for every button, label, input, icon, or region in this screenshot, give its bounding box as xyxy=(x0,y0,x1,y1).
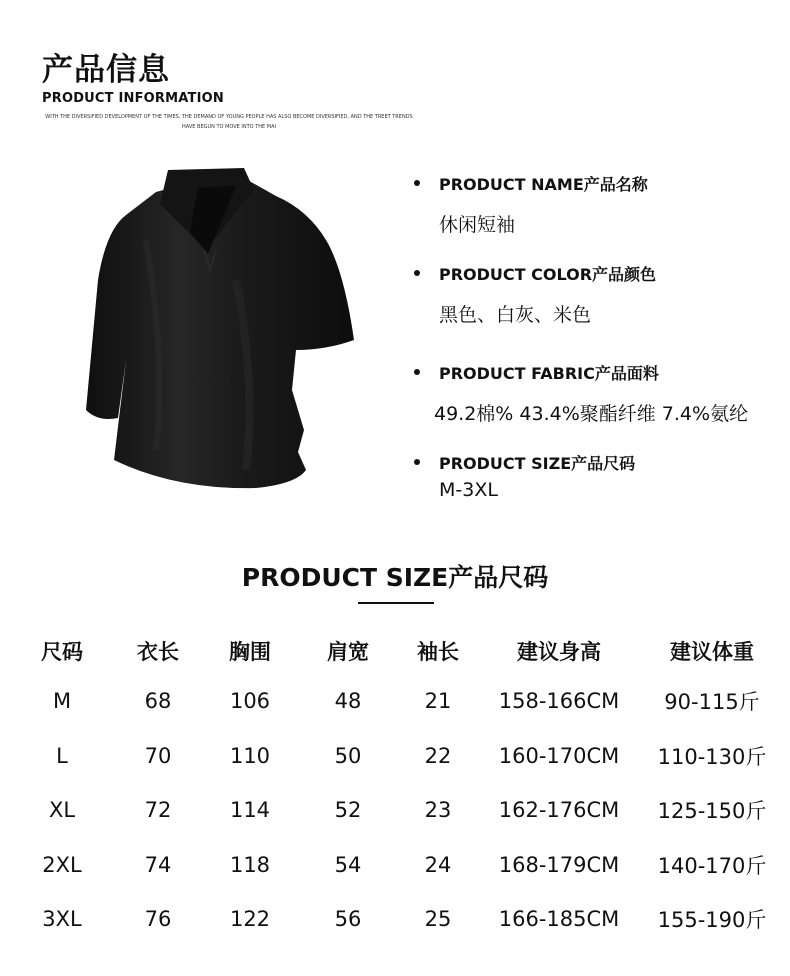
table-row xyxy=(14,783,780,838)
bullet-icon xyxy=(414,270,420,276)
spec-label: PRODUCT SIZE产品尺码 xyxy=(439,454,636,473)
table-cell: 21 xyxy=(424,689,452,714)
table-cell: 54 xyxy=(334,852,362,877)
header-cell: 肩宽 xyxy=(327,640,369,664)
header-cell: 尺码 xyxy=(41,640,83,664)
table-cell: 52 xyxy=(334,798,362,823)
header-cell: 胸围 xyxy=(229,640,271,664)
table-cell: 122 xyxy=(229,907,271,932)
table-cell: 76 xyxy=(144,907,172,932)
page-title: 产品信息 xyxy=(42,52,170,88)
page-subtitle: PRODUCT INFORMATION xyxy=(42,91,224,106)
bullet-icon xyxy=(414,369,420,375)
title-underline xyxy=(358,602,434,604)
table-cell: 56 xyxy=(334,907,362,932)
table-cell: 110 xyxy=(229,743,271,768)
table-cell: 118 xyxy=(229,852,271,877)
spec-label: PRODUCT FABRIC产品面料 xyxy=(439,364,659,383)
table-header-row xyxy=(14,628,780,674)
table-cell: 22 xyxy=(424,743,452,768)
table-cell: 166-185CM xyxy=(498,907,620,932)
table-cell: 114 xyxy=(229,798,271,823)
table-cell: 23 xyxy=(424,798,452,823)
table-cell: XL xyxy=(48,798,76,823)
table-cell: 110-130斤 xyxy=(657,744,767,769)
table-cell: 48 xyxy=(334,689,362,714)
table-row xyxy=(14,674,780,729)
header-cell: 建议体重 xyxy=(670,640,754,664)
size-chart-title: PRODUCT SIZE产品尺码 xyxy=(241,563,549,592)
table-row xyxy=(14,892,780,947)
polo-shirt-black-icon xyxy=(86,160,366,500)
table-cell: 70 xyxy=(144,743,172,768)
table-cell: 158-166CM xyxy=(498,689,620,714)
table-row xyxy=(14,838,780,893)
table-cell: 125-150斤 xyxy=(657,799,767,824)
table-cell: 155-190斤 xyxy=(657,908,767,933)
table-cell: 74 xyxy=(144,852,172,877)
page-header xyxy=(42,50,413,130)
table-cell: 68 xyxy=(144,689,172,714)
table-cell: 25 xyxy=(424,907,452,932)
table-cell: 3XL xyxy=(42,907,82,932)
spec-value: 49.2棉% 43.4%聚酯纤维 7.4%氨纶 xyxy=(434,403,749,425)
spec-value: 休闲短袖 xyxy=(439,214,516,236)
spec-label: PRODUCT NAME产品名称 xyxy=(439,175,648,194)
table-cell: M xyxy=(52,689,72,714)
header-cell: 袖长 xyxy=(417,640,459,664)
table-cell: 140-170斤 xyxy=(657,853,767,878)
size-table xyxy=(14,628,780,947)
table-cell: 72 xyxy=(144,798,172,823)
table-cell: 168-179CM xyxy=(498,852,620,877)
spec-value: 黑色、白灰、米色 xyxy=(439,304,592,326)
table-cell: L xyxy=(56,743,68,768)
table-cell: 160-170CM xyxy=(498,743,620,768)
table-cell: 24 xyxy=(424,852,452,877)
page-tagline: WITH THE DIVERSIFIED DEVELOPMENT OF THE TIMES, THE DEMAND OF YOUNG PEOPLE HAS ALSO BECOME DIVERSIFIED, AND THE TREET TRENDS HAVE BEGUN TO MOVE INTO THE MAI xyxy=(45,114,413,130)
spec-label: PRODUCT COLOR产品颜色 xyxy=(439,265,657,284)
table-cell: 2XL xyxy=(42,852,82,877)
bullet-icon xyxy=(414,180,420,186)
table-cell: 162-176CM xyxy=(498,798,620,823)
header-cell: 建议身高 xyxy=(517,640,601,664)
table-cell: 106 xyxy=(229,689,271,714)
spec-value: M-3XL xyxy=(439,479,498,501)
header-cell: 衣长 xyxy=(137,640,179,664)
table-cell: 90-115斤 xyxy=(664,690,760,715)
table-row xyxy=(14,729,780,784)
bullet-icon xyxy=(414,459,420,465)
table-cell: 50 xyxy=(334,743,362,768)
